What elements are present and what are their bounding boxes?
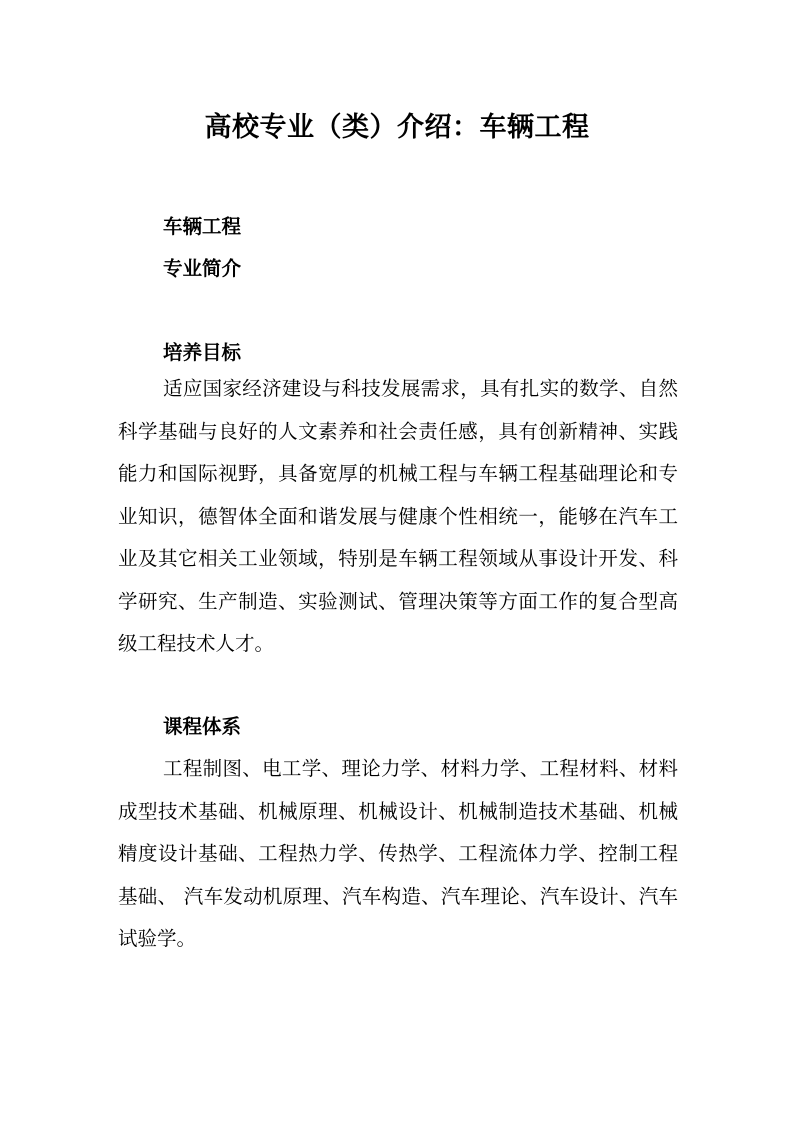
training-goals-paragraph: 适应国家经济建设与科技发展需求，具有扎实的数学、自然科学基础与良好的人文素养和社会责任感，具有创新精神、实践能力和国际视野，具备宽厚的机械工程与车辆工程基础理论和专业知识，德智体全面和谐发展与健康个性相统一，能够在汽车工业及其它相关工业领域，特别是车辆工程领域从事设计开发、科学研究、生产制造、实验测试、管理决策等方面工作的复合型高级工程技术人才。 <box>118 377 678 655</box>
curriculum-heading: 课程体系 <box>163 715 242 738</box>
major-name-heading: 车辆工程 <box>163 215 242 238</box>
curriculum-paragraph: 工程制图、电工学、理论力学、材料力学、工程材料、材料成型技术基础、机械原理、机械设计、机械制造技术基础、机械精度设计基础、工程热力学、传热学、工程流体力学、控制工程基础、 汽车发动机原理、汽车构造、汽车理论、汽车设计、汽车试验学。 <box>118 757 678 950</box>
training-goals-heading: 培养目标 <box>163 341 242 364</box>
intro-heading: 专业简介 <box>163 257 242 280</box>
document-title: 高校专业（类）介绍：车辆工程 <box>204 112 590 143</box>
